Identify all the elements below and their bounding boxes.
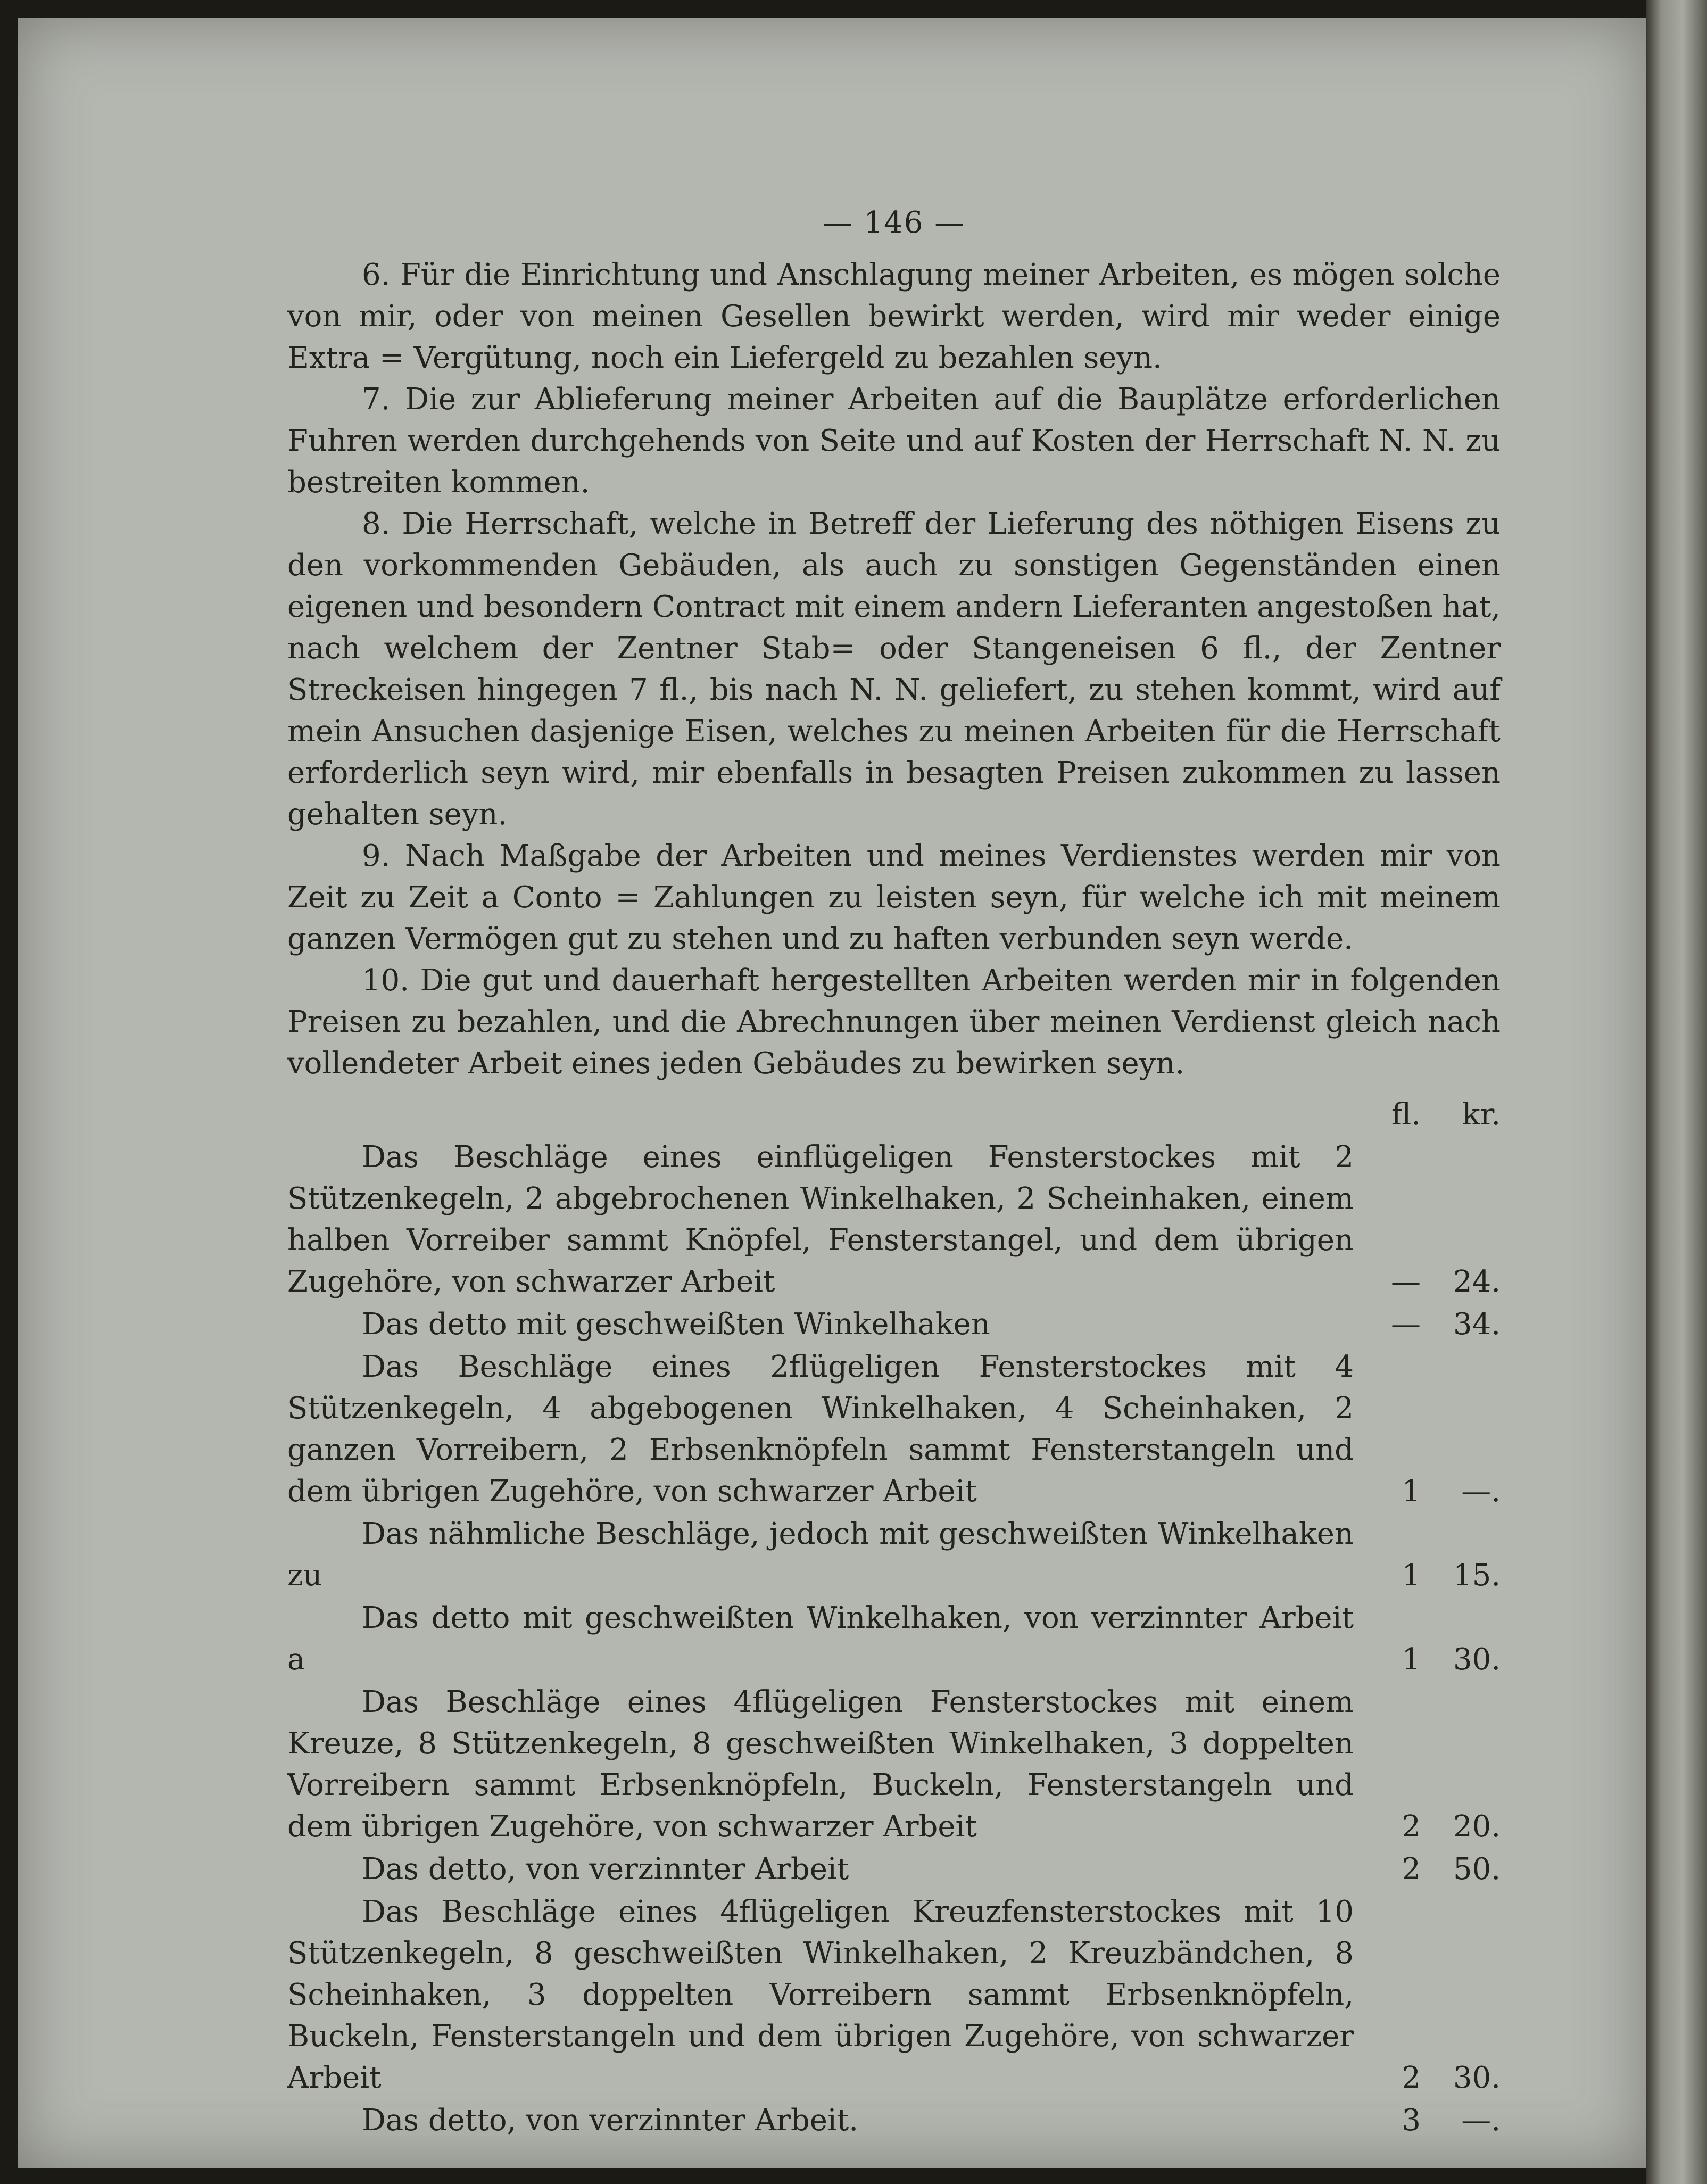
price-item-text: Das Beschläge eines 4flügeligen Kreuzfensterstockes mit 10 Stützenkegeln, 8 geschweißten Winkelhaken, 2 Kreuzbändchen, 8 Scheinhaken, 3 doppelten Vorreibern sammt Erbsenknöpfeln, Buckeln, Fensterstangeln und dem übrigen Zugehöre, von schwarzer Arbeit <box>287 1895 1354 2095</box>
price-item-fl: 2 <box>1402 2061 1421 2095</box>
price-item-text: Das detto, von verzinnter Arbeit. <box>362 2103 859 2138</box>
price-item-kr: 24. <box>1453 1264 1501 1299</box>
price-item <box>287 1598 1501 1681</box>
price-item-fl: 1 <box>1402 1474 1421 1509</box>
paragraph-6: 6. Für die Einrichtung und Anschlagung meiner Arbeiten, es mögen solche von mir, oder von meinen Gesellen bewirkt werden, wird mir weder einige Extra = Vergütung, noch ein Liefergeld zu bezahlen seyn. <box>287 258 1501 375</box>
price-item-fl: 1 <box>1402 1642 1421 1677</box>
price-item <box>287 2100 1501 2141</box>
price-item-kr: 34. <box>1453 1307 1501 1342</box>
price-item-fl: 1 <box>1402 1558 1421 1593</box>
price-item-kr: 15. <box>1453 1558 1501 1593</box>
paragraph-7: 7. Die zur Ablieferung meiner Arbeiten auf die Bauplätze erforderlichen Fuhren werden durchgehends von Seite und auf Kosten der Herrschaft N. N. zu bestreiten kommen. <box>287 382 1501 500</box>
paragraph-9: 9. Nach Maßgabe der Arbeiten und meines Verdienstes werden mir von Zeit zu Zeit a Conto = Zahlungen zu leisten seyn, für welche ich mit meinem ganzen Vermögen gut zu stehen und zu haften verbunden seyn werde. <box>287 839 1501 956</box>
column-header-fl: fl. <box>1391 1097 1421 1132</box>
price-item-text: Das nähmliche Beschläge, jedoch mit geschweißten Winkelhaken zu <box>287 1517 1354 1593</box>
price-item <box>287 1849 1501 1890</box>
price-item-kr: 30. <box>1453 2061 1501 2095</box>
price-item-fl: — <box>1391 1264 1421 1299</box>
price-item-kr: 50. <box>1453 1852 1501 1887</box>
price-item-fl: — <box>1391 1307 1421 1342</box>
column-header-kr: kr. <box>1462 1097 1501 1132</box>
price-item <box>287 1682 1501 1848</box>
price-item-text: Das Beschläge eines 4flügeligen Fensterstockes mit einem Kreuze, 8 Stützenkegeln, 8 geschweißten Winkelhaken, 3 doppelten Vorreibern sammt Erbsenknöpfeln, Buckeln, Fensterstangeln und dem übrigen Zugehöre, von schwarzer Arbeit <box>287 1685 1354 1844</box>
price-item-text: Das detto, von verzinnter Arbeit <box>362 1852 849 1887</box>
price-item-fl: 2 <box>1402 1809 1421 1844</box>
book-edge <box>1646 0 1707 2184</box>
page-number: — 146 — <box>822 205 966 240</box>
price-item <box>287 1304 1501 1345</box>
price-item-kr: 20. <box>1453 1809 1501 1844</box>
price-item <box>287 1891 1501 2099</box>
page-content <box>287 202 1501 2141</box>
price-column-header <box>287 1094 1501 1136</box>
price-item-text: Das detto mit geschweißten Winkelhaken, von verzinnter Arbeit a <box>287 1601 1354 1677</box>
price-item-text: Das Beschläge eines einflügeligen Fensterstockes mit 2 Stützenkegeln, 2 abgebrochenen Winkelhaken, 2 Scheinhaken, einem halben Vorreiber sammt Knöpfel, Fensterstangel, und dem übrigen Zugehöre, von schwarzer Arbeit <box>287 1140 1354 1299</box>
price-item-fl: 2 <box>1402 1852 1421 1887</box>
paragraph-8: 8. Die Herrschaft, welche in Betreff der Lieferung des nöthigen Eisens zu den vorkommenden Gebäuden, als auch zu sonstigen Gegenständen einen eigenen und besondern Contract mit einem andern Lieferanten angestoßen hat, nach welchem der Zentner Stab= oder Stangeneisen 6 fl., der Zentner Streckeisen hingegen 7 fl., bis nach N. N. geliefert, zu stehen kommt, wird auf mein Ansuchen dasjenige Eisen, welches zu meinen Arbeiten für die Herrschaft erforderlich seyn wird, mir ebenfalls in besagten Preisen zukommen zu lassen gehalten seyn. <box>287 507 1501 832</box>
paragraph-10: 10. Die gut und dauerhaft hergestellten Arbeiten werden mir in folgenden Preisen zu bezahlen, und die Abrechnungen über meinen Verdienst gleich nach vollendeter Arbeit eines jeden Gebäudes zu bewirken seyn. <box>287 963 1501 1081</box>
price-item-text: Das Beschläge eines 2flügeligen Fensterstockes mit 4 Stützenkegeln, 4 abgebogenen Winkelhaken, 4 Scheinhaken, 2 ganzen Vorreibern, 2 Erbsenknöpfeln sammt Fensterstangeln und dem übrigen Zugehöre, von schwarzer Arbeit <box>287 1350 1354 1509</box>
price-item-text: Das detto mit geschweißten Winkelhaken <box>362 1307 990 1342</box>
price-item <box>287 1513 1501 1596</box>
price-item <box>287 1137 1501 1303</box>
price-item <box>287 1346 1501 1512</box>
price-item-kr: —. <box>1461 1474 1501 1509</box>
price-item-kr: —. <box>1461 2103 1501 2138</box>
price-item-kr: 30. <box>1453 1642 1501 1677</box>
price-item-fl: 3 <box>1402 2103 1421 2138</box>
